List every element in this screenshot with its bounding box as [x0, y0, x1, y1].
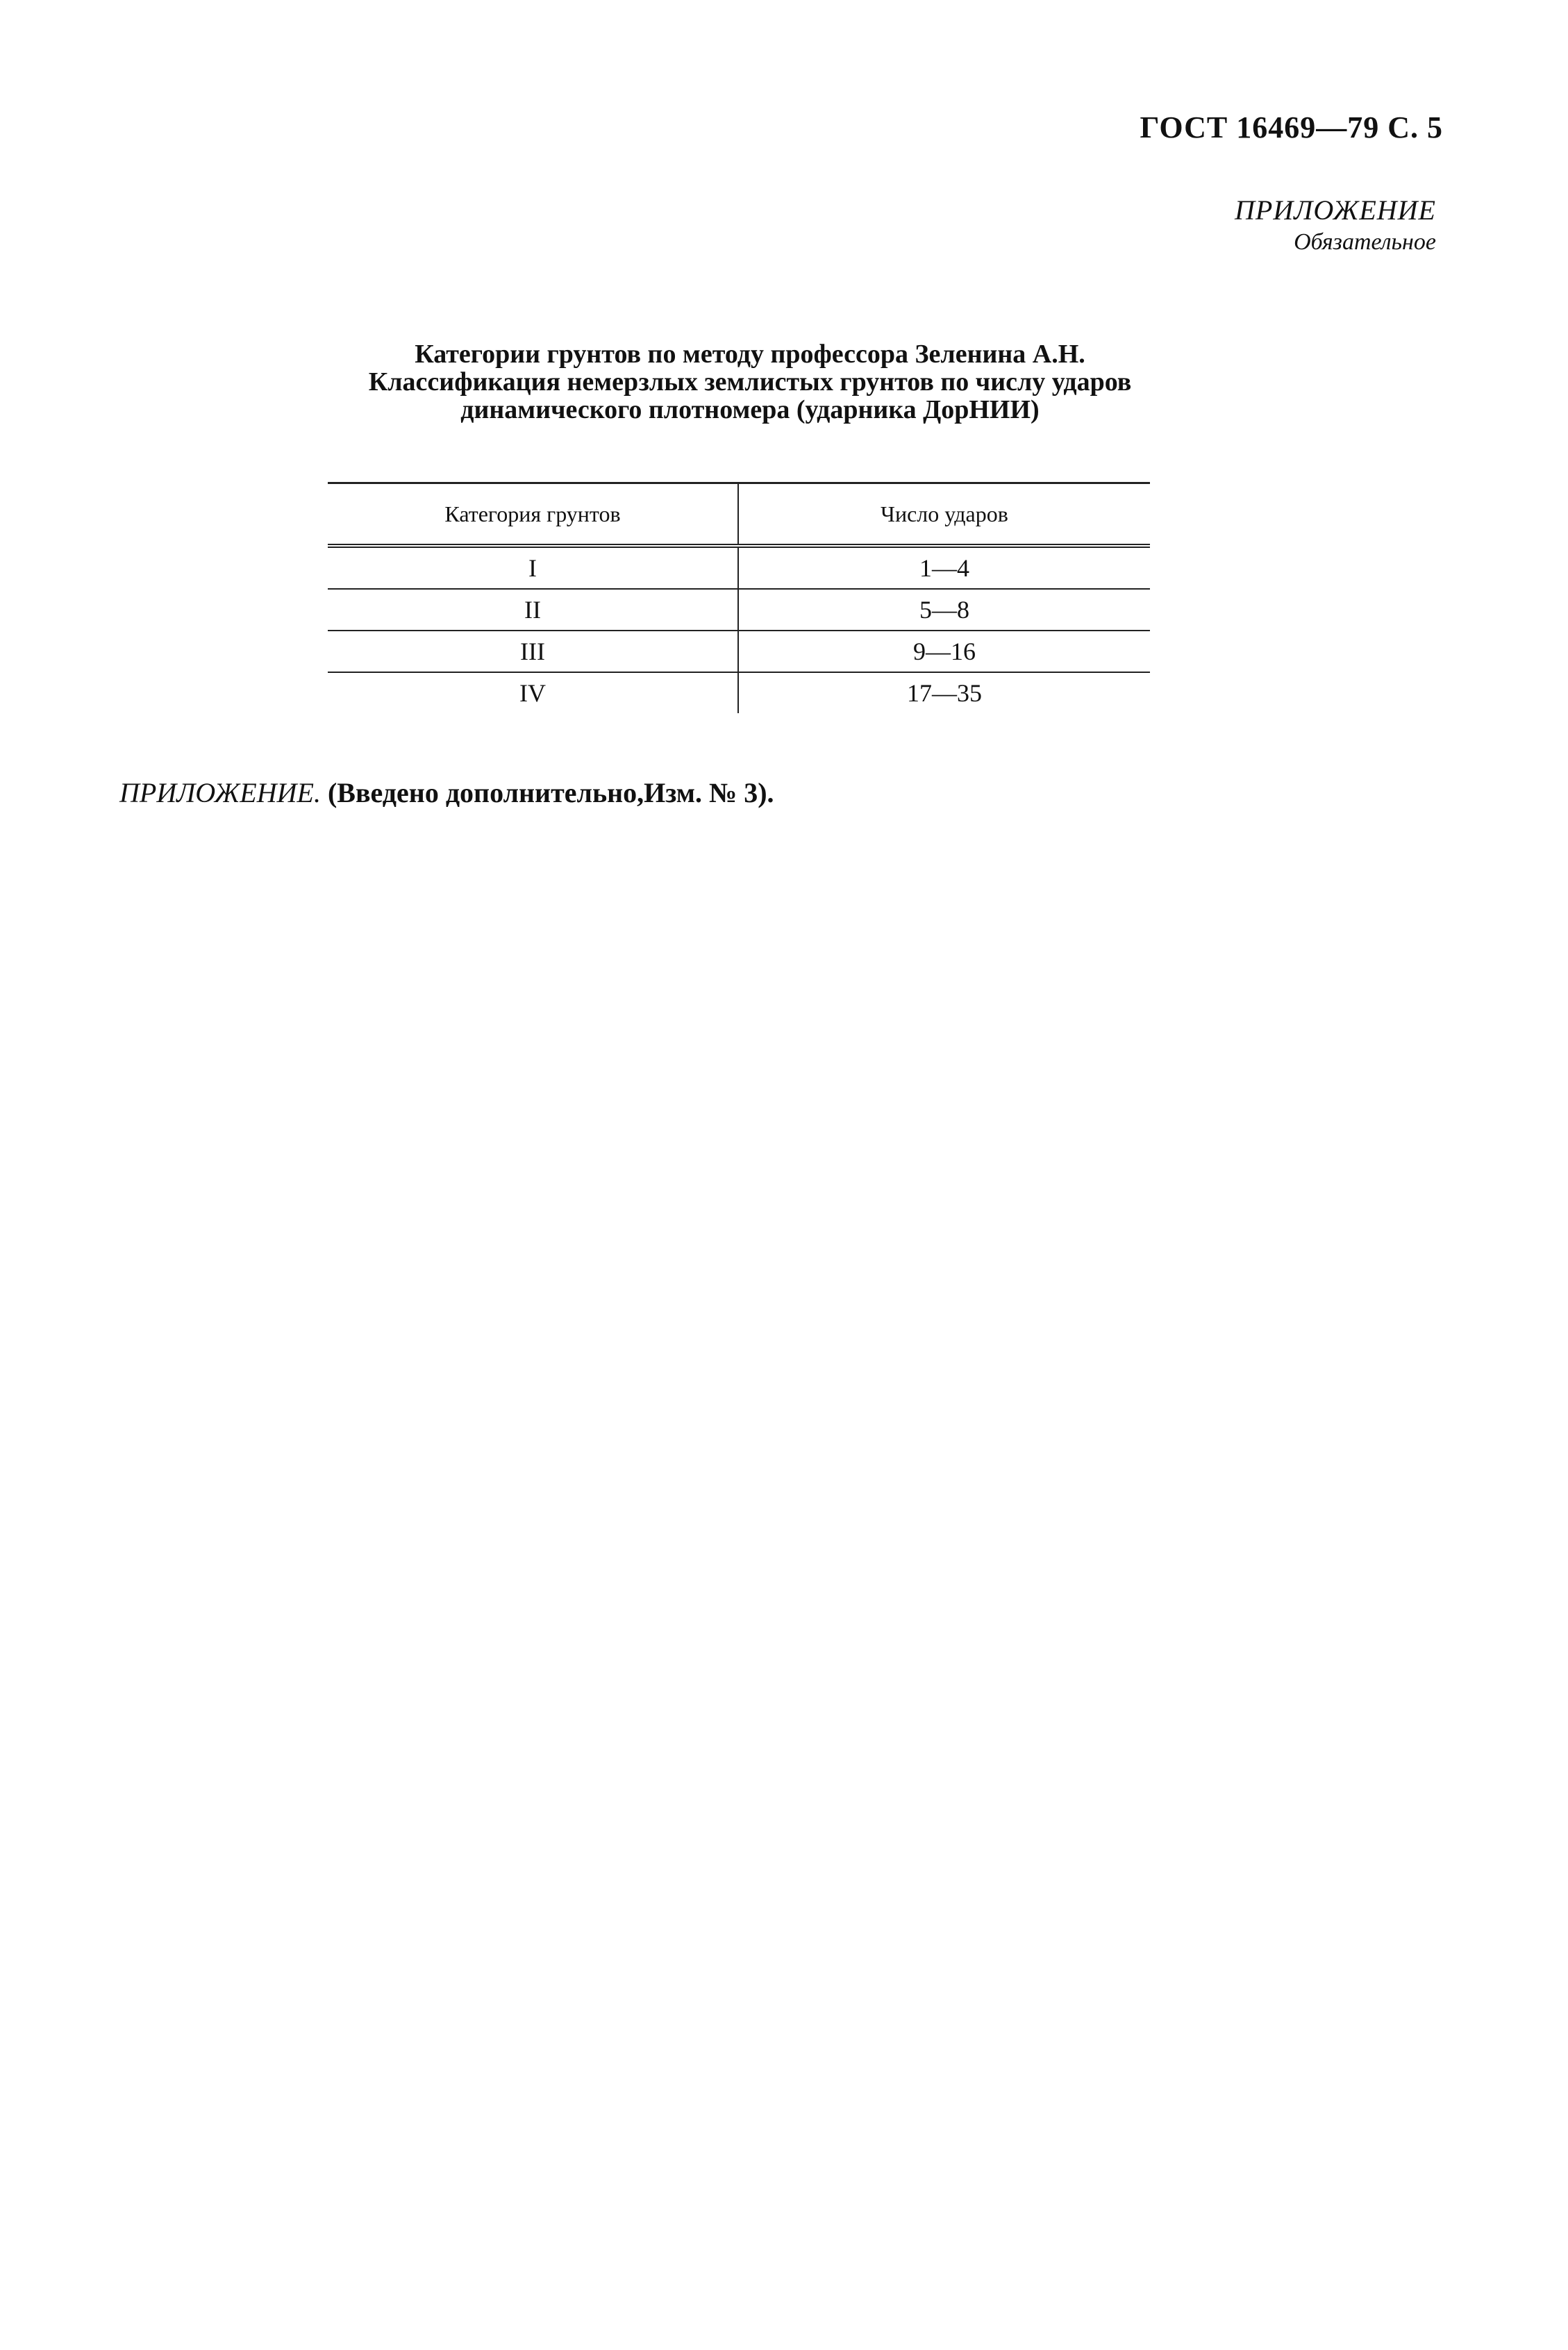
table-row: [328, 589, 1150, 631]
cell-blows: 1—4: [738, 546, 1150, 589]
page-header: ГОСТ 16469—79 С. 5: [1140, 110, 1443, 144]
column-header-blows: Число ударов: [738, 483, 1150, 547]
appendix-title: ПРИЛОЖЕНИЕ: [1235, 194, 1436, 226]
column-header-category: Категория грунтов: [328, 483, 738, 547]
cell-category: I: [328, 546, 738, 589]
table-row: [328, 546, 1150, 589]
document-title: [319, 340, 1181, 424]
soil-category-table: [328, 482, 1150, 713]
cell-blows: 17—35: [907, 679, 982, 707]
cell-category: II: [328, 589, 738, 631]
title-line-2: Классификация немерзлых землистых грунтов по числу ударов: [368, 367, 1132, 397]
title-line-3: динамического плотномера (ударника ДорНИИ): [460, 395, 1040, 424]
cell-category: III: [328, 631, 738, 672]
title-line-1: Категории грунтов по методу профессора Зеленина А.Н.: [415, 340, 1085, 369]
amendment-note: [119, 776, 774, 809]
amendment-note-label: ПРИЛОЖЕНИЕ.: [119, 777, 321, 808]
cell-blows: 9—16: [738, 631, 1150, 672]
appendix-status: Обязательное: [1294, 229, 1436, 255]
appendix-label: [1235, 194, 1436, 258]
cell-blows: 5—8: [738, 589, 1150, 631]
table-row: [328, 631, 1150, 672]
amendment-note-text: (Введено дополнительно,Изм. № 3).: [327, 777, 774, 808]
table-header-row: [328, 483, 1150, 547]
table-row: [328, 672, 1150, 713]
cell-category: IV: [328, 672, 738, 713]
